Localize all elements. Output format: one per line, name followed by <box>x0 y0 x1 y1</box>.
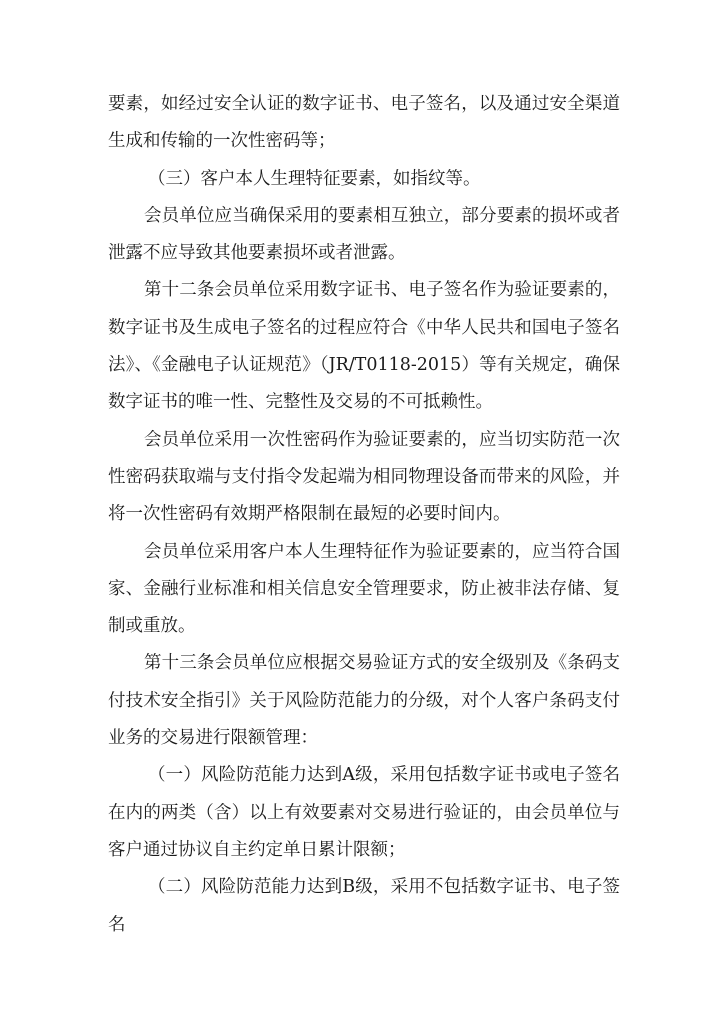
paragraph-item-three: （三）客户本人生理特征要素，如指纹等。 <box>148 168 481 189</box>
paragraph-independence: 会员单位应当确保采用的要素相互独立，部分要素的损坏或者泄露不应导致其他要素损坏或者泄露。 <box>108 205 620 264</box>
paragraph-article-13: 第十三条会员单位应根据交易验证方式的安全级别及《条码支付技术安全指引》关于风险防范能力的分级，对个人客户条码支付业务的交易进行限额管理： <box>108 653 620 749</box>
paragraph-continuation: 要素，如经过安全认证的数字证书、电子签名，以及通过安全渠道生成和传输的一次性密码等； <box>108 94 620 152</box>
paragraph-biometric: 会员单位采用客户本人生理特征作为验证要素的，应当符合国家、金融行业标准和相关信息安全管理要求，防止被非法存储、复制或重放。 <box>108 541 620 637</box>
paragraph-one-time-password: 会员单位采用一次性密码作为验证要素的，应当切实防范一次性密码获取端与支付指令发起端为相同物理设备而带来的风险，并将一次性密码有效期严格限制在最短的必要时间内。 <box>108 429 620 525</box>
paragraph-level-a: （一）风险防范能力达到A级，采用包括数字证书或电子签名在内的两类（含）以上有效要素对交易进行验证的，由会员单位与客户通过协议自主约定单日累计限额； <box>108 765 620 860</box>
document-body <box>108 86 620 944</box>
paragraph-article-12: 第十二条会员单位采用数字证书、电子签名作为验证要素的，数字证书及生成电子签名的过程应符合《中华人民共和国电子签名法》、《金融电子认证规范》（JR/T0118-2015）等有关规定，确保数字证书的唯一性、完整性及交易的不可抵赖性。 <box>108 280 620 413</box>
paragraph-level-b: （二）风险防范能力达到B级，采用不包括数字证书、电子签名 <box>108 877 620 935</box>
